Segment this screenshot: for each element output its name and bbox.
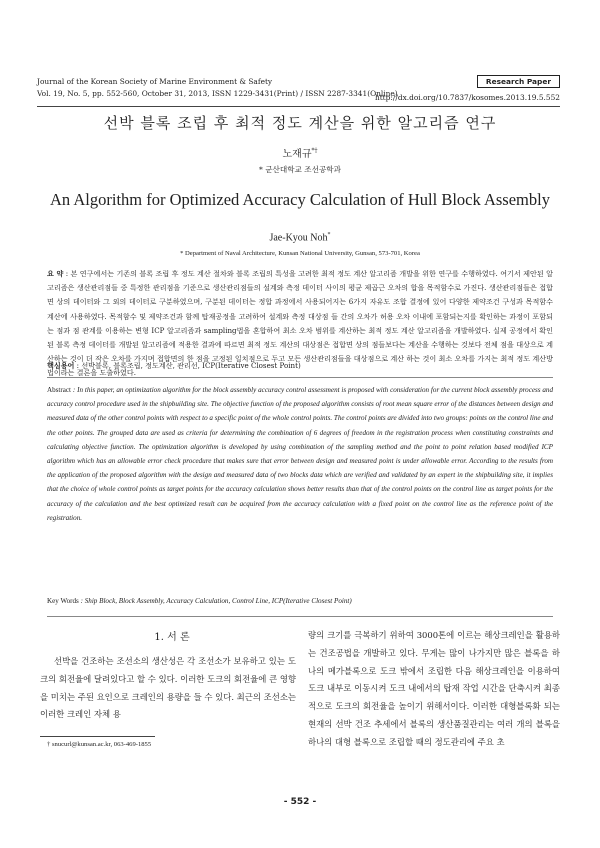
- abstract-english-label: Abstract: [47, 386, 72, 394]
- keywords-korean-label: 핵심용어: [47, 361, 75, 370]
- journal-name: Journal of the Korean Society of Marine Environment & Safety: [37, 77, 273, 86]
- author-name-english: Jae-Kyou Noh: [269, 232, 328, 244]
- author-name-korean: 노재규: [282, 149, 312, 160]
- abstract-english: [47, 383, 553, 525]
- abstract-english-text: : In this paper, an optimization algorithm for the block assembly accuracy control assessment is proposed with consideration for the current block assembly process and accuracy control procedure used in the shipbuilding site. The objective function of the proposed algorithm consists of root mean square error of the distances between design and measured data of the other control points with respect to a specific point of the whole control points. The control points are divided into two groups: points on the control line and the other points. The grouped data are used as criteria for determining the combination of 6 degrees of freedom in the registration process when constituting constraints and calculating objective function. The optimization algorithm is developed by using combination of the sampling method and the point to point relation based modified ICP algorithm which has an allowable error check procedure that makes sure that error between design and measured point is under allowable error. According to the results from the application of the proposed algorithm with the design and measured data of two blocks data which are verified and validated by an expert in the shipbuilding site, it implies that the choice of whole control points as target points for the accuracy calculation shows better results than that of the control points on the control line as target points for the accuracy of the calculation and the best optimized result can be acquired from the accuracy calculation with a fixed point on the control line as the reference point of the registration.: [47, 386, 553, 522]
- abstract-korean-text: : 본 연구에서는 기존의 블록 조립 후 정도 계산 절차와 블록 조립의 특성을 고려한 최적 정도 계산 알고리즘 개발을 위한 연구를 수행하였다. 여기서 제안된 알고리즘은 생산관리점들 중 특정한 관리점을 기준으로 생산관리점들의 설계와 측정 데이터 사이의 평균 제곱근 오차의 합을 목적함수로 가진다. 생산관리점들은 접합면 상의 데이터와 그 외의 데이터로 구분하였으며, 구분된 데이터는 정합 과정에서 사용되어지는 6가지 자유도 조합 결정에 있어 다양한 제약조건 구성과 목적함수 계산에 사용하였다. 목적함수 및 제약조건과 함께 탑재공정을 고려하여 설계와 측정 대상점 들 간의 오차가 허용 오차 이내에 포함되는지를 확인하는 과정이 포함되는 점과 점 관계를 이용하는 변형 ICP 알고리즘과 sampling법을 혼합하여 최소 오차 범위를 계산하는 최적 정도 계산 알고리즘을 개발하였다. 실제 공정에서 확인된 블록 측정 데이터를 개발된 알고리즘에 적용한 결과에 따르면 최적 정도 계산의 대상점은 접합면 상의 점들보다는 계산을 수행하는 것보다 전체 점을 대상으로 계산하는 것이 더 작은 오차를 가지며 접합면의 한 점을 고정된 일치점으로 두고 모든 생산관리점들을 대상점으로 계산 하는 것이 최소 오차를 가지는 최적 정도 계산방법이라는 결론을 도출하였다.: [47, 269, 553, 378]
- journal-citation: [37, 76, 398, 99]
- author-korean-mark: *†: [311, 147, 318, 155]
- footnote-mark: †: [47, 741, 51, 748]
- body-right-column: 량의 크기를 극복하기 위하여 3000톤에 이르는 해상크레인을 활용하는 건조공법을 개발하고 있다. 무게는 많이 나가지만 많은 블록을 하나의 메가블록으로 도크 밖에서 조립한 다음 해상크레인을 이용하여 도크 내부로 이동시켜 도크 내에서의 탑재 작업 시간을 단축시켜 최종적으로 도크의 회전율을 높이기 위해서이다. 이러한 대형블록화 되는 현재의 선박 건조 추세에서 블록의 생산품질관리는 여러 개의 블록을 하나의 대형 블록으로 조립할 때의 정도관리에 주요 초: [308, 630, 560, 747]
- author-english: [0, 232, 600, 243]
- keywords-korean: [47, 361, 301, 371]
- author-korean: [0, 145, 600, 160]
- keywords-english-text: : Ship Block, Block Assembly, Accuracy Calculation, Control Line, ICP(Iterative Closest Point): [78, 597, 352, 605]
- section-heading: 1. 서 론: [154, 632, 190, 643]
- footnote-email: snucurl@kunsan.ac.kr, 063-469-1855: [50, 741, 152, 748]
- keywords-divider: [47, 616, 553, 617]
- keywords-korean-text: : 선박블록, 블록조립, 정도계산, 관리선, ICP(Iterative Closest Point): [74, 361, 301, 370]
- abstract-korean-label: 요 약: [47, 269, 64, 278]
- abstract-divider: [47, 377, 553, 378]
- page-number: - 552 -: [283, 797, 317, 807]
- doi-link[interactable]: http://dx.doi.org/10.7837/kosomes.2013.19.5.552: [374, 93, 560, 102]
- keywords-english-label: Key Words: [47, 597, 79, 605]
- footnote-divider: [40, 736, 155, 737]
- paper-type-badge: Research Paper: [477, 75, 560, 88]
- footnote: [47, 741, 151, 748]
- affiliation-english: * Department of Naval Architecture, Kunsan National University, Gunsan, 573-701, Korea: [180, 250, 420, 257]
- journal-volume-issn: Vol. 19, No. 5, pp. 552-560, October 31, 2013, ISSN 1229-3431(Print) / ISSN 2287-3341(Online): [37, 88, 398, 98]
- keywords-english: [47, 597, 352, 605]
- affiliation-korean: * 군산대학교 조선공학과: [259, 165, 341, 174]
- author-english-mark: *: [327, 232, 331, 238]
- title-english: An Algorithm for Optimized Accuracy Calculation of Hull Block Assembly: [50, 190, 550, 209]
- title-korean: 선박 블록 조립 후 최적 정도 계산을 위한 알고리즘 연구: [103, 114, 497, 132]
- body-left-column: 선박을 건조하는 조선소의 생산성은 각 조선소가 보유하고 있는 도크의 회전율에 달려있다고 할 수 있다. 이러한 도크의 회전율에 큰 영향을 미치는 주된 요인으로 크레인의 용량을 들 수 있다. 최근의 조선소는 이러한 크레인 자체 용: [40, 656, 296, 720]
- header-divider: [37, 106, 560, 107]
